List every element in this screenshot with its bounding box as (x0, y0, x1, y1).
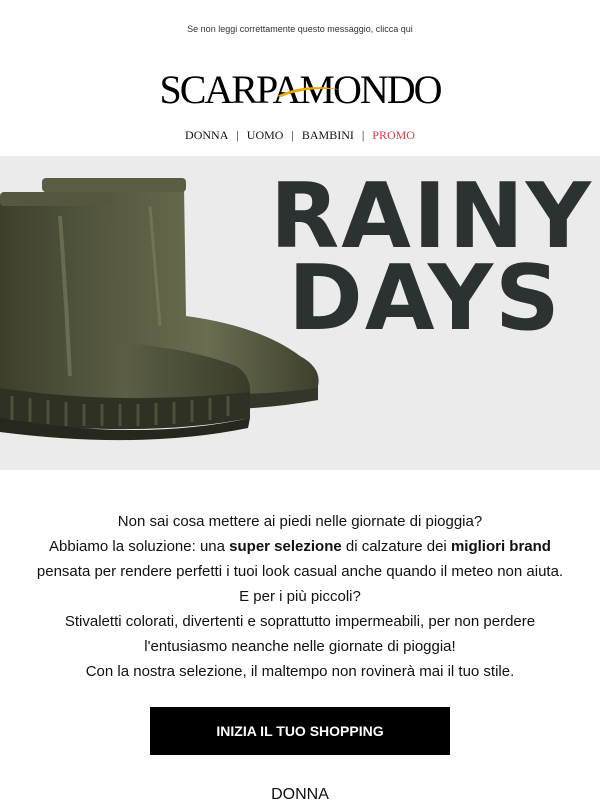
hero-banner[interactable] (0, 156, 600, 470)
start-shopping-button[interactable]: INIZIA IL TUO SHOPPING (150, 707, 450, 755)
highlight-migliori-brand: migliori brand (450, 538, 551, 555)
body-line-6: l'entusiasmo neanche nelle giornate di pioggia! (144, 638, 456, 655)
highlight-super-selezione: super selezione (229, 538, 342, 555)
hero-title (270, 164, 593, 351)
body-line-7: Con la nostra selezione, il maltempo non rovinerà mai il tuo stile. (85, 663, 515, 680)
footer-link-donna[interactable]: DONNA (271, 786, 329, 803)
hero-title-line2: DAYS (288, 246, 562, 351)
body-line-3: pensata per rendere perfetti i tuoi look casual anche quando il meteo non aiuta. (36, 563, 564, 580)
nav-separator: | (291, 128, 294, 142)
brand-logo[interactable] (0, 67, 600, 112)
preheader-link[interactable]: Se non leggi correttamente questo messaggio, clicca qui (187, 24, 413, 34)
nav-separator: | (236, 128, 239, 142)
preheader (0, 24, 600, 34)
body-text-span: di calzature dei (341, 538, 451, 555)
nav-item-promo[interactable]: PROMO (372, 128, 415, 142)
hero-title-line1: RAINY (270, 164, 593, 269)
body-line-2 (0, 534, 600, 559)
nav-item-uomo[interactable]: UOMO (246, 128, 284, 142)
nav-separator: | (361, 128, 365, 142)
body-line-1: Non sai cosa mettere ai piedi nelle giornate di pioggia? (117, 513, 483, 530)
body-line-5: Stivaletti colorati, divertenti e soprattutto impermeabili, per non perdere (64, 613, 536, 630)
body-line-4: E per i più piccoli? (239, 588, 361, 605)
nav-item-donna[interactable]: DONNA (185, 128, 229, 142)
body-text-span: Abbiamo la soluzione: una (49, 538, 230, 555)
category-nav (0, 128, 600, 143)
body-copy (0, 509, 600, 684)
logo-text: SCARPAMONDO (159, 67, 441, 112)
logo-swoosh-icon (275, 84, 345, 98)
nav-item-bambini[interactable]: BAMBINI (301, 128, 354, 142)
